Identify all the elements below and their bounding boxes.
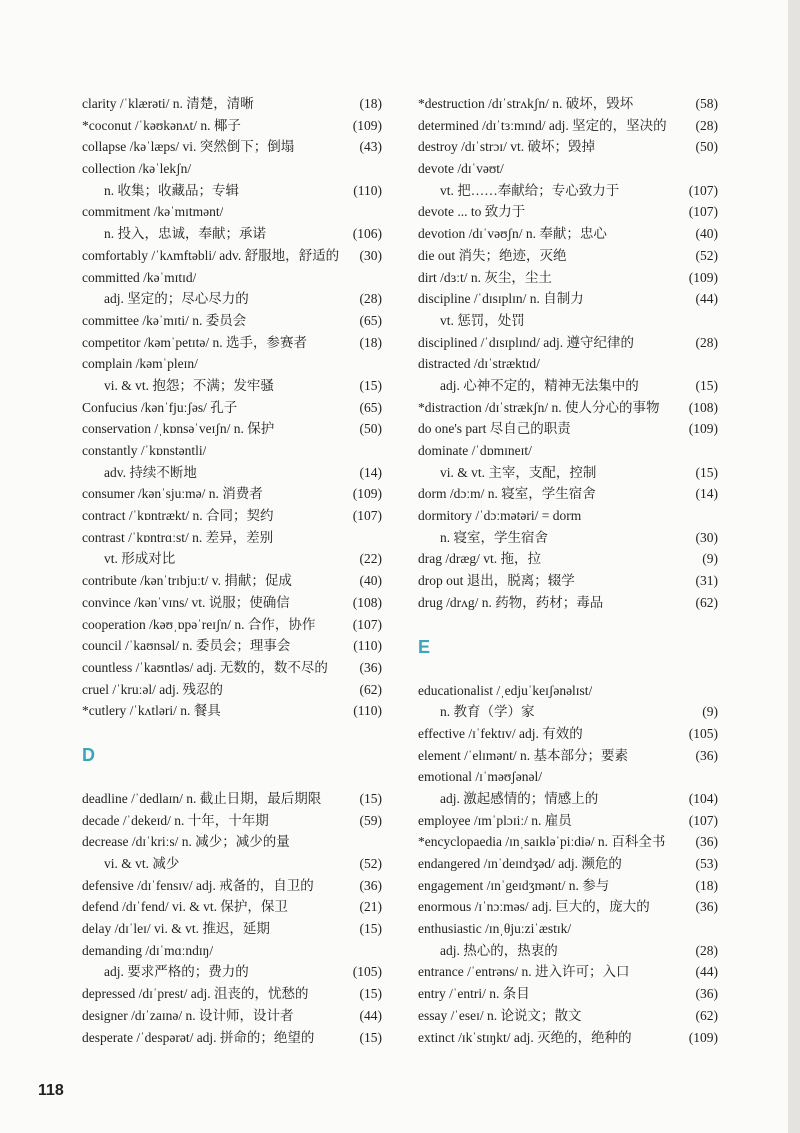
entry-text: entry /ˈentri/ n. 条目 [418,986,530,1002]
entry-text: enormous /ɪˈnɔːməs/ adj. 巨大的，庞大的 [418,899,650,915]
vocab-entry [82,657,382,679]
vocab-entry [82,1005,382,1027]
vocab-entry [418,201,718,223]
vocab-entry [82,115,382,137]
entry-text: collection /kəˈlekʃn/ [82,161,192,177]
entry-page-ref: (109) [352,117,382,133]
entry-page-ref: (52) [359,856,382,871]
entry-text: extinct /ɪkˈstɪŋkt/ adj. 灭绝的，绝种的 [418,1029,632,1045]
vocab-entry [418,983,718,1005]
vocab-entry [82,527,382,549]
entry-text: endangered /ɪnˈdeɪndʒəd/ adj. 濒危的 [418,856,622,871]
vocab-entry [418,332,718,354]
entry-text: adj. 坚定的；尽心尽力的 [104,291,249,307]
entry-page-ref: (18) [359,96,382,111]
vocab-entry [418,418,718,440]
vocab-entry [82,875,382,897]
entry-page-ref: (104) [688,790,718,806]
entry-text: devote ... to 致力于 [418,204,526,220]
entry-text: adj. 要求严格的；费力的 [104,964,249,980]
vocab-entry [418,397,718,419]
entry-page-ref: (28) [695,334,718,350]
entry-page-ref: (58) [695,96,718,111]
entry-page-ref: (15) [359,790,382,806]
entry-text: emotional /ɪˈməʊʃənəl/ [418,769,542,785]
entry-text: deadline /ˈdedlaɪn/ n. 截止日期，最后期限 [82,790,322,806]
entry-text: consumer /kənˈsjuːmə/ n. 消费者 [82,486,263,502]
entry-page-ref: (15) [359,377,382,393]
entry-page-ref: (108) [688,399,718,415]
entry-continuation [82,223,382,245]
vocab-entry [418,810,718,832]
entry-page-ref: (107) [688,182,718,198]
entry-page-ref: (31) [695,573,718,589]
vocab-entry [418,288,718,310]
vocab-entry [82,201,382,223]
entry-text: depressed /dɪˈprest/ adj. 沮丧的，忧愁的 [82,986,309,1002]
entry-text: council /ˈkaʊnsəl/ n. 委员会；理事会 [82,638,291,654]
vocab-entry [418,570,718,592]
entry-text: vi. & vt. 减少 [104,856,180,871]
vocab-entry [82,635,382,657]
entry-page-ref: (36) [695,747,718,763]
page-number: 118 [38,1082,64,1099]
entry-text: vt. 把……奉献给；专心致力于 [440,182,620,198]
entry-text: committed /kəˈmɪtɪd/ [82,269,197,285]
entry-page-ref: (108) [352,594,382,610]
vocab-entry [418,896,718,918]
entry-text: *cutlery /ˈkʌtləri/ n. 餐具 [82,703,221,719]
entry-text: engagement /ɪnˈgeɪdʒmənt/ n. 参与 [418,877,610,893]
entry-text: drag /dræg/ vt. 拖，拉 [418,551,541,567]
section-gap [82,766,382,788]
entry-page-ref: (15) [359,921,382,937]
right-column [418,93,718,1048]
entry-text: vi. & vt. 主宰，支配，控制 [440,464,597,480]
vocab-entry [82,310,382,332]
entry-text: *encyclopaedia /ɪnˌsaɪkləˈpiːdiə/ n. 百科全书 [418,834,666,850]
entry-page-ref: (107) [352,508,382,524]
entry-text: entrance /ˈentrəns/ n. 进入许可；入口 [418,964,630,980]
entry-continuation [418,462,718,484]
entry-text: commitment /kəˈmɪtmənt/ [82,204,224,220]
entry-text: vi. & vt. 抱怨；不满；发牢骚 [104,377,274,393]
entry-text: decrease /dɪˈkriːs/ n. 减少；减少的量 [82,834,290,850]
vocab-entry [82,1027,382,1049]
entry-text: cooperation /kəʊˌɒpəˈreɪʃn/ n. 合作，协作 [82,616,316,632]
entry-text: enthusiastic /ɪnˌθjuːziˈæstɪk/ [418,921,572,937]
entry-page-ref: (9) [702,704,718,720]
entry-text: employee /ɪmˈplɔɪiː/ n. 雇员 [418,812,572,828]
vocab-entry [82,332,382,354]
entry-text: devotion /dɪˈvəʊʃn/ n. 奉献；忠心 [418,226,607,242]
entry-page-ref: (110) [353,638,382,654]
entry-page-ref: (22) [359,551,382,567]
vocab-entry [418,245,718,267]
entry-text: n. 教育（学）家 [440,704,535,720]
vocab-entry [418,267,718,289]
entry-page-ref: (105) [352,964,382,980]
vocab-entry [82,810,382,832]
entry-continuation [418,375,718,397]
vocab-entry [418,158,718,180]
entry-page-ref: (14) [359,464,382,480]
vocab-entry [82,831,382,853]
vocab-entry [82,505,382,527]
section-gap [82,722,382,744]
entry-page-ref: (65) [359,399,382,415]
entry-text: defensive /dɪˈfensɪv/ adj. 戒备的，自卫的 [82,877,314,893]
page-edge [788,0,800,1133]
entry-text: adv. 持续不断地 [104,464,197,480]
vocab-entry [82,592,382,614]
vocab-entry [82,918,382,940]
entry-page-ref: (110) [353,703,382,719]
entry-page-ref: (106) [352,226,382,242]
entry-page-ref: (110) [353,182,382,198]
entry-page-ref: (40) [359,573,382,589]
entry-continuation [418,940,718,962]
vocab-entry [82,614,382,636]
entry-page-ref: (21) [359,899,382,915]
entry-page-ref: (40) [695,226,718,242]
entry-text: cruel /ˈkruːəl/ adj. 残忍的 [82,681,223,697]
vocab-entry [82,353,382,375]
entry-continuation [82,180,382,202]
entry-text: defend /dɪˈfend/ vi. & vt. 保护，保卫 [82,899,288,915]
entry-page-ref: (50) [359,421,382,437]
vocab-entry [82,93,382,115]
vocab-entry [82,245,382,267]
entry-text: contrast /ˈkɒntrɑːst/ n. 差异，差别 [82,529,274,545]
entry-page-ref: (109) [688,421,718,437]
vocab-entry [82,679,382,701]
entry-page-ref: (107) [352,616,382,632]
vocab-entry [418,766,718,788]
entry-text: Confucius /kənˈfjuːʃəs/ 孔子 [82,399,238,415]
entry-text: *distraction /dɪˈstrækʃn/ n. 使人分心的事物 [418,399,660,415]
vocab-entry [82,267,382,289]
entry-page-ref: (30) [359,247,382,263]
entry-page-ref: (107) [688,204,718,220]
vocab-entry [418,853,718,875]
entry-text: n. 寝室，学生宿舍 [440,529,548,545]
entry-continuation [82,462,382,484]
entry-continuation [82,548,382,570]
entry-page-ref: (15) [695,464,718,480]
entry-text: essay /ˈeseɪ/ n. 论说文；散文 [418,1007,582,1023]
entry-page-ref: (109) [688,1029,718,1045]
entry-text: drop out 退出，脱离；辍学 [418,573,575,589]
entry-text: conservation /ˌkɒnsəˈveɪʃn/ n. 保护 [82,421,275,437]
entry-continuation [82,375,382,397]
entry-page-ref: (14) [695,486,718,502]
entry-page-ref: (109) [688,269,718,285]
vocab-entry [82,570,382,592]
vocab-entry [418,136,718,158]
vocab-entry [418,93,718,115]
entry-page-ref: (52) [695,247,718,263]
section-heading: E [418,636,431,657]
entry-text: adj. 心神不定的，精神无法集中的 [440,377,639,393]
entry-continuation [82,288,382,310]
vocab-entry [82,397,382,419]
entry-text: demanding /dɪˈmɑːndɪŋ/ [82,942,214,958]
section-gap [418,614,718,636]
entry-text: contribute /kənˈtrɪbjuːt/ v. 捐献；促成 [82,573,292,589]
vocab-entry [82,940,382,962]
entry-page-ref: (18) [695,877,718,893]
vocab-entry [418,505,718,527]
entry-continuation [418,527,718,549]
entry-page-ref: (65) [359,312,382,328]
entry-text: n. 投入，忠诚，奉献；承诺 [104,226,266,242]
section-gap [418,658,718,680]
entry-text: dominate /ˈdɒmɪneɪt/ [418,443,532,458]
vocab-entry [418,723,718,745]
entry-text: die out 消失；绝迹，灭绝 [418,247,567,263]
entry-text: designer /dɪˈzaɪnə/ n. 设计师，设计者 [82,1007,294,1023]
entry-text: disciplined /ˈdɪsɪplɪnd/ adj. 遵守纪律的 [418,334,634,350]
entry-text: distracted /dɪˈstræktɪd/ [418,356,540,372]
entry-page-ref: (43) [359,139,382,155]
entry-text: element /ˈelɪmənt/ n. 基本部分；要素 [418,747,628,763]
entry-text: dormitory /ˈdɔːmətəri/ = dorm [418,508,582,524]
entry-text: vt. 形成对比 [104,551,176,567]
entry-text: *destruction /dɪˈstrʌkʃn/ n. 破坏，毁坏 [418,96,634,111]
entry-text: convince /kənˈvɪns/ vt. 说服；使确信 [82,594,290,610]
entry-text: complain /kəmˈpleɪn/ [82,356,198,372]
entry-page-ref: (50) [695,139,718,155]
entry-page-ref: (62) [695,1007,718,1023]
vocab-entry [82,418,382,440]
vocab-entry [418,353,718,375]
entry-text: devote /dɪˈvəʊt/ [418,161,504,177]
entry-text: delay /dɪˈleɪ/ vi. & vt. 推迟，延期 [82,921,270,937]
entry-text: discipline /ˈdɪsɪplɪn/ n. 自制力 [418,291,584,307]
entry-text: countless /ˈkaʊntləs/ adj. 无数的，数不尽的 [82,659,328,675]
vocab-entry [418,115,718,137]
entry-page-ref: (62) [359,681,382,697]
entry-page-ref: (62) [695,594,718,610]
vocab-entry [82,440,382,462]
entry-text: adj. 热心的，热衷的 [440,942,558,958]
vocab-entry [82,136,382,158]
entry-page-ref: (36) [359,659,382,675]
vocab-entry [82,158,382,180]
entry-text: committee /kəˈmɪti/ n. 委员会 [82,312,247,328]
entry-text: constantly /ˈkɒnstəntli/ [82,443,207,458]
vocab-entry [82,700,382,722]
entry-page-ref: (9) [702,551,718,567]
entry-text: decade /ˈdekeɪd/ n. 十年，十年期 [82,812,269,828]
left-column [82,93,382,1048]
entry-page-ref: (30) [695,529,718,545]
entry-text: dirt /dɜːt/ n. 灰尘，尘土 [418,269,552,285]
vocab-entry [418,440,718,462]
vocab-entry [418,831,718,853]
entry-text: drug /drʌg/ n. 药物，药材；毒品 [418,594,604,610]
vocab-entry [82,483,382,505]
entry-text: determined /dɪˈtɜːmɪnd/ adj. 坚定的，坚决的 [418,117,667,133]
entry-text: do one's part 尽自己的职责 [418,421,571,437]
entry-page-ref: (44) [695,291,718,307]
vocab-entry [418,961,718,983]
entry-page-ref: (28) [359,291,382,307]
entry-continuation [418,310,718,332]
vocab-entry [418,680,718,702]
entry-text: dorm /dɔːm/ n. 寝室，学生宿舍 [418,486,596,502]
vocab-entry [418,1005,718,1027]
entry-text: desperate /ˈdespərət/ adj. 拼命的；绝望的 [82,1029,315,1045]
entry-page-ref: (36) [695,834,718,850]
vocab-entry [82,983,382,1005]
entry-text: comfortably /ˈkʌmftəbli/ adv. 舒服地，舒适的 [82,247,340,263]
entry-text: clarity /ˈklærəti/ n. 清楚，清晰 [82,96,254,111]
vocab-entry [418,745,718,767]
vocab-entry [82,788,382,810]
entry-text: adj. 激起感情的；情感上的 [440,790,599,806]
entry-page-ref: (28) [695,117,718,133]
entry-page-ref: (36) [695,986,718,1002]
entry-page-ref: (36) [359,877,382,893]
entry-page-ref: (109) [352,486,382,502]
section-heading: D [82,744,95,765]
entry-page-ref: (105) [688,725,718,741]
entry-continuation [418,788,718,810]
entry-text: contract /ˈkɒntrækt/ n. 合同；契约 [82,508,274,524]
vocab-entry [418,548,718,570]
entry-text: effective /ɪˈfektɪv/ adj. 有效的 [418,725,583,741]
vocab-entry [418,483,718,505]
entry-page-ref: (44) [359,1007,382,1023]
vocab-entry [418,223,718,245]
entry-text: competitor /kəmˈpetɪtə/ n. 选手，参赛者 [82,334,307,350]
entry-page-ref: (107) [688,812,718,828]
vocab-entry [418,875,718,897]
entry-text: collapse /kəˈlæps/ vi. 突然倒下；倒塌 [82,139,295,155]
entry-text: n. 收集；收藏品；专辑 [104,182,239,198]
entry-page-ref: (15) [359,1029,382,1045]
entry-page-ref: (59) [359,812,382,828]
entry-text: vt. 惩罚，处罚 [440,312,525,328]
entry-page-ref: (53) [695,856,718,871]
entry-page-ref: (44) [695,964,718,980]
entry-page-ref: (15) [359,986,382,1002]
vocab-entry [82,896,382,918]
entry-continuation [82,961,382,983]
entry-text: destroy /dɪˈstrɔɪ/ vt. 破坏；毁掉 [418,139,595,155]
entry-continuation [418,180,718,202]
entry-page-ref: (28) [695,942,718,958]
entry-page-ref: (18) [359,334,382,350]
entry-text: educationalist /ˌedjuˈkeɪʃənəlɪst/ [418,682,593,698]
entry-page-ref: (15) [695,377,718,393]
vocab-entry [418,918,718,940]
entry-continuation [82,853,382,875]
vocab-entry [418,1027,718,1049]
entry-text: *coconut /ˈkəʊkənʌt/ n. 椰子 [82,117,241,133]
entry-page-ref: (36) [695,899,718,915]
vocab-entry [418,592,718,614]
entry-continuation [418,701,718,723]
